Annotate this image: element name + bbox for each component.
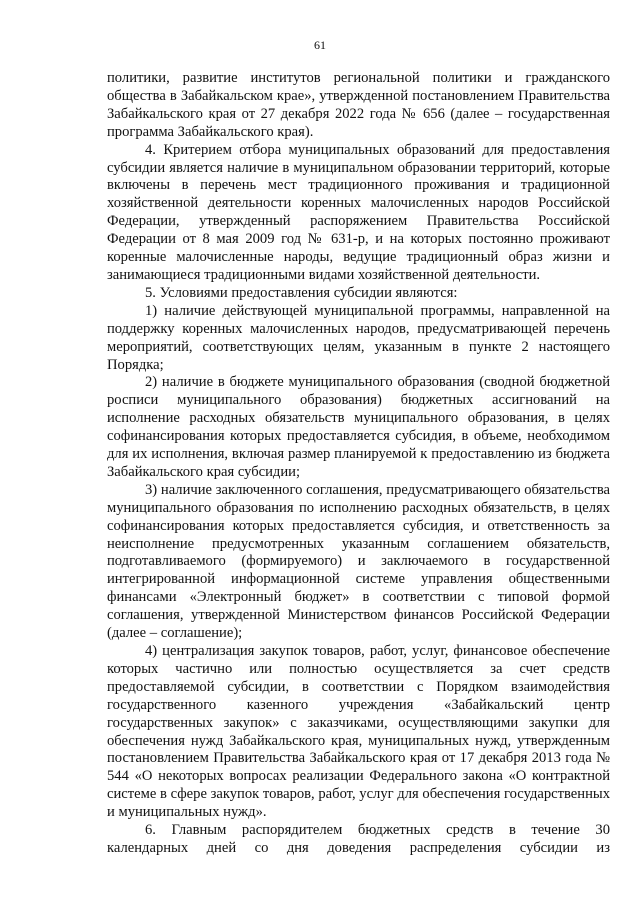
page-number: 61 <box>314 38 326 52</box>
paragraph-condition-2: 2) наличие в бюджете муниципального образования (сводной бюджетной росписи муниципального образования) бюджетных ассигнований на исполнение расходных обязательств муниципального образования, в целях софинансирования которых предоставляется субсидия, в объеме, необходимом для их исполнения, включая размер планируемой к предоставлению из бюджета Забайкальского края субсидии; <box>107 374 610 480</box>
paragraph-condition-1: 1) наличие действующей муниципальной программы, направленной на поддержку коренных малочисленных народов, предусматривающей перечень мероприятий, соответствующих целям, указанным в пункте 2 настоящего Порядка; <box>107 302 610 373</box>
document-body <box>107 70 610 858</box>
paragraph-continuation: политики, развитие институтов региональной политики и гражданского общества в Забайкальском крае», утвержденной постановлением Правительства Забайкальского края от 27 декабря 2022 года № 656 (далее – государственная программа Забайкальского края). <box>107 70 610 140</box>
paragraph-item-4-criterion: 4. Критерием отбора муниципальных образований для предоставления субсидии является наличие в муниципальном образовании территорий, которые включены в перечень мест традиционного проживания и традиционной хозяйственной деятельности коренных малочисленных народов Российской Федерации, утвержденный распоряжением Правительства Российской Федерации от 8 мая 2009 год № 631-р, и на которых постоянно проживают коренные малочисленные народы, ведущие традиционный образ жизни и занимающиеся традиционными видами хозяйственной деятельности. <box>107 141 610 283</box>
paragraph-condition-4: 4) централизация закупок товаров, работ, услуг, финансовое обеспечение которых частично или полностью осуществляется за счет средств предоставляемой субсидии, в соответствии с Порядком взаимодействия государственного казенного учреждения «Забайкальский центр государственных закупок» с заказчиками, осуществляющими закупки для обеспечения нужд Забайкальского края, муниципальных нужд, утвержденным постановлением Правительства Забайкальского края от 17 декабря 2013 года № 544 «О некоторых вопросах реализации Федерального закона «О контрактной системе в сфере закупок товаров, работ, услуг для обеспечения государственных и муниципальных нужд». <box>107 643 610 821</box>
paragraph-condition-3: 3) наличие заключенного соглашения, предусматривающего обязательства муниципального образования по исполнению расходных обязательств, в целях софинансирования которых предоставляется субсидия, и ответственность за неисполнение предусмотренных указанным соглашением обязательств, подготавливаемого (формируемого) и заключаемого в государственной интегрированной информационной системе управления общественными финансами «Электронный бюджет» в соответствии с типовой формой соглашения, утвержденной Министерством финансов Российской Федерации (далее – соглашение); <box>107 481 610 642</box>
paragraph-item-6-start: 6. Главным распорядителем бюджетных средств в течение 30 календарных дней со дня доведения распределения субсидии из <box>107 822 610 856</box>
paragraph-item-5-conditions: 5. Условиями предоставления субсидии являются: <box>145 284 458 301</box>
